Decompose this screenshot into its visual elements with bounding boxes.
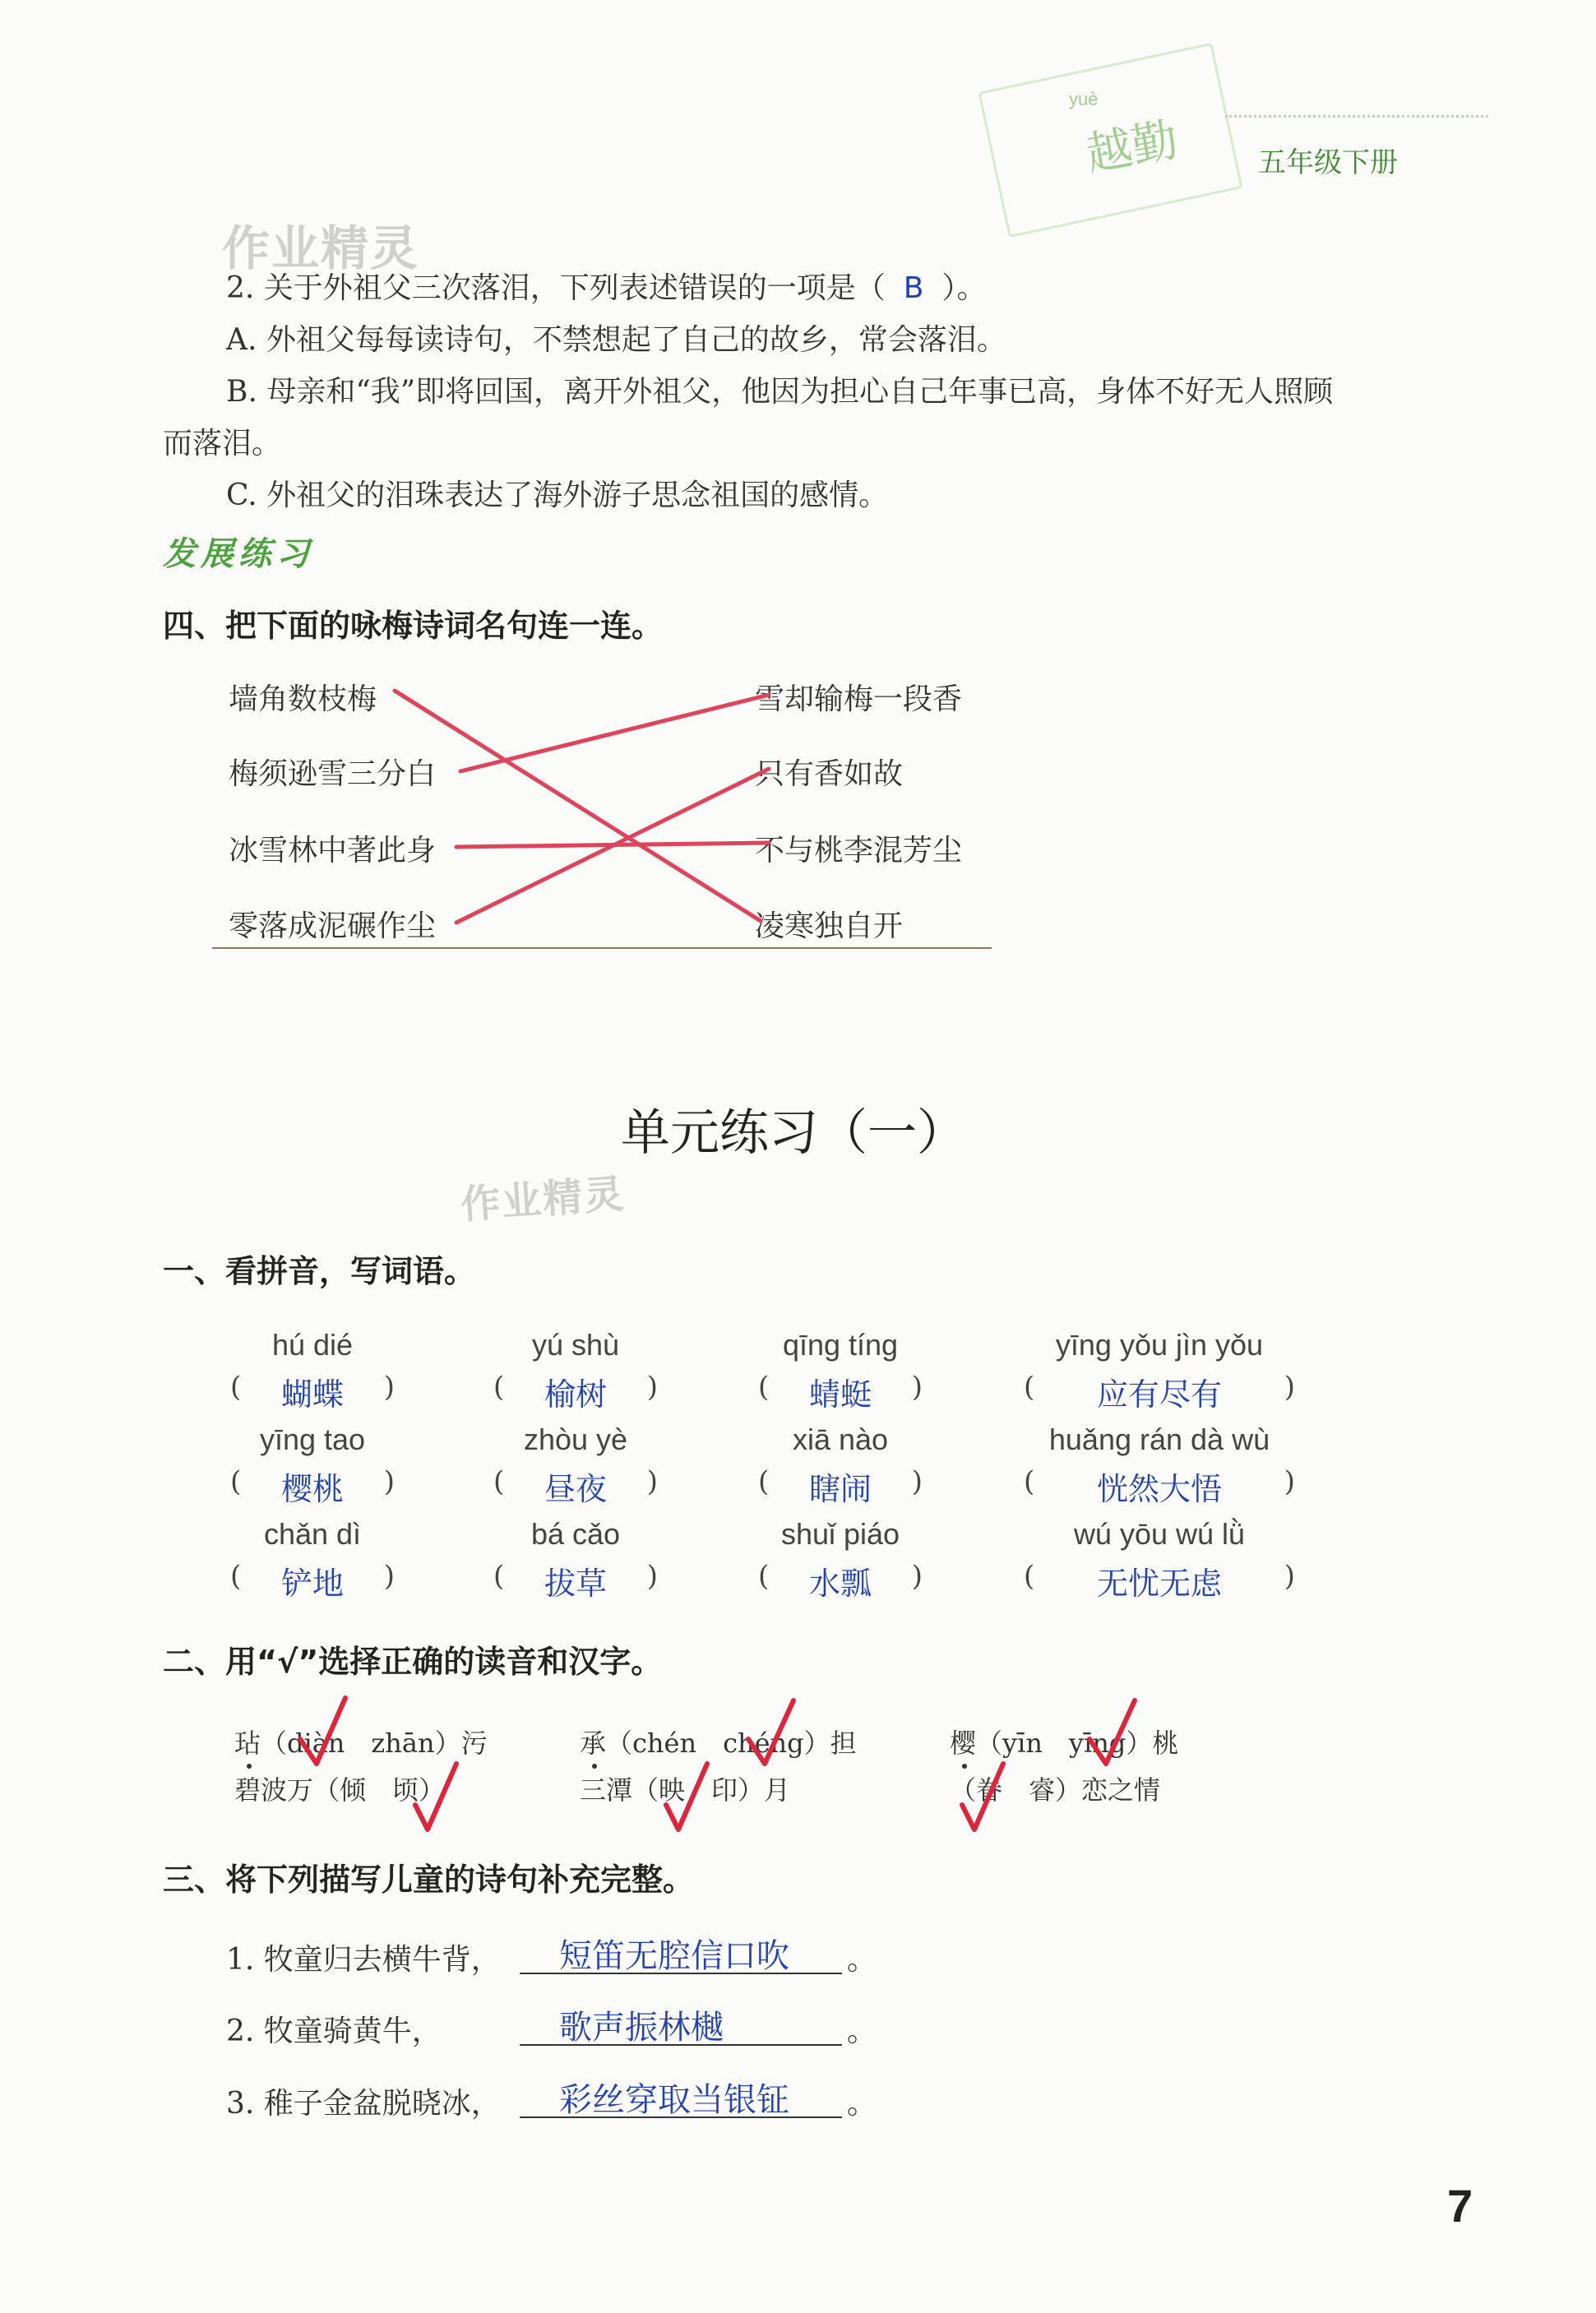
answer-word: 瞎闹 (808, 1471, 872, 1507)
pinyin-label: yú shù (531, 1328, 620, 1362)
answer-box: ( 恍然大悟 ) (1024, 1465, 1295, 1507)
s4-left-4: 零落成泥碾作尘 (229, 909, 437, 943)
s2-g3-line2: （眷 睿）恋之情 (950, 1774, 1161, 1806)
q2-option-a: A. 外祖父每每读诗句，不禁想起了自己的故乡，常会落泪。 (226, 323, 1006, 357)
answer-word: 水瓢 (808, 1566, 872, 1602)
answer-word: 榆树 (544, 1376, 607, 1413)
answer-word: 恍然大悟 (1096, 1471, 1222, 1507)
answer-word: 铲地 (280, 1566, 344, 1602)
pinyin-label: shuǐ piáo (780, 1517, 900, 1551)
answer-box: ( 樱桃 ) (230, 1465, 395, 1507)
answer-box: ( 铲地 ) (230, 1560, 395, 1602)
s3-answer: 彩丝穿取当银钲 (559, 2081, 789, 2119)
s4-right-3: 不与桃李混芳尘 (755, 834, 963, 867)
s4-match-lines (0, 0, 1596, 987)
pinyin-label: hú dié (271, 1328, 354, 1362)
s2-g1-line2: 碧波万（倾 顷） (234, 1774, 446, 1806)
answer-word: 应有尽有 (1096, 1376, 1222, 1413)
s2-g3-line1: 樱（yīn yīng）桃 (950, 1728, 1179, 1759)
answer-box: ( 昼夜 ) (493, 1465, 658, 1507)
match-line-1 (395, 691, 761, 921)
pinyin-label: yīng tao (259, 1422, 366, 1456)
s4-left-1: 墙角数枝梅 (229, 682, 377, 716)
s3-end: 。 (847, 1943, 877, 1977)
check-icon (666, 1764, 707, 1830)
pinyin-label: chǎn dì (263, 1517, 362, 1551)
s4-right-2: 只有香如故 (755, 757, 904, 791)
s2-g1-line1: 玷（diàn zhān）污 (234, 1728, 488, 1759)
check-icon (300, 1698, 345, 1764)
answer-box: ( 瞎闹 ) (758, 1465, 923, 1507)
s2-g2-line2: 三潭（映 印）月 (580, 1774, 791, 1806)
stamp-text: 越勤 (1081, 113, 1182, 183)
q2-stem: 2. 关于外祖父三次落泪，下列表述错误的一项是（ B ）。 (226, 271, 987, 305)
s3-answer: 歌声振林樾 (559, 2009, 724, 2047)
watermark-middle: 作业精灵 (459, 1171, 627, 1228)
answer-word: 无忧无虑 (1096, 1566, 1222, 1602)
s3-item: 3. 稚子金盆脱晓冰， (226, 2087, 501, 2121)
answer-word: 蜻蜓 (808, 1376, 872, 1413)
q2-option-b-line2: 而落泪。 (163, 427, 282, 460)
match-line-2 (460, 695, 769, 771)
answer-word: 樱桃 (280, 1471, 344, 1507)
pinyin-label: qīng tíng (782, 1328, 899, 1362)
check-icon (748, 1700, 793, 1764)
answer-box: ( 拔草 ) (493, 1560, 658, 1602)
s3-end: 。 (847, 2087, 877, 2121)
s4-left-3: 冰雪林中著此身 (229, 834, 437, 867)
s3-end: 。 (847, 2015, 877, 2048)
answer-box: ( 应有尽有 ) (1024, 1371, 1295, 1413)
s4-right-4: 凌寒独自开 (755, 909, 904, 943)
q2-option-c: C. 外祖父的泪珠表达了海外游子思念祖国的感情。 (226, 479, 889, 512)
pinyin-label: wú yōu wú lǜ (1073, 1517, 1246, 1551)
s3-answer: 短笛无腔信口吹 (559, 1937, 789, 1975)
unit-title: 单元练习（一） (621, 1104, 966, 1162)
s2-g2-line1: 承（chén chéng）担 (580, 1728, 857, 1759)
watermark-top: 作业精灵 (222, 220, 420, 276)
answer-box: ( 蝴蝶 ) (230, 1371, 395, 1413)
answer-word: 昼夜 (544, 1471, 607, 1507)
s4-left-2: 梅须逊雪三分白 (229, 757, 437, 791)
page-number: 7 (1447, 2180, 1473, 2232)
pinyin-label: huǎng rán dà wù (1048, 1422, 1270, 1456)
pinyin-label: yīng yǒu jìn yǒu (1055, 1328, 1264, 1362)
answer-word: 拔草 (544, 1566, 607, 1602)
s3-item: 2. 牧童骑黄牛， (226, 2015, 442, 2048)
q2-option-b-line1: B. 母亲和“我”即将回国，离开外祖父，他因为担心自己年事已高，身体不好无人照顾 (226, 375, 1334, 409)
pinyin-label: xiā nào (792, 1422, 889, 1456)
answer-box: ( 水瓢 ) (758, 1560, 923, 1602)
check-icon (415, 1764, 456, 1830)
answer-box: ( 无忧无虑 ) (1024, 1560, 1295, 1602)
check-icon (1089, 1700, 1135, 1764)
s2-check-marks (0, 1694, 1596, 1842)
answer-box: ( 蜻蜓 ) (758, 1371, 923, 1413)
pinyin-label: bá cǎo (530, 1517, 621, 1551)
answer-word: 蝴蝶 (280, 1376, 344, 1413)
pinyin-label: zhòu yè (523, 1422, 628, 1456)
s3-item: 1. 牧童归去横牛背， (226, 1943, 501, 1977)
s3-title: 三、将下列描写儿童的诗句补充完整。 (163, 1862, 695, 1898)
stamp-pinyin: yuè (1069, 89, 1099, 109)
answer-box: ( 榆树 ) (493, 1371, 658, 1413)
check-icon (962, 1764, 1003, 1830)
development-practice-title: 发展练习 (163, 535, 314, 573)
grade-label: 五年级下册 (1258, 146, 1398, 179)
s4-right-1: 雪却输梅一段香 (755, 682, 963, 716)
s4-title: 四、把下面的咏梅诗词名句连一连。 (163, 608, 664, 644)
s2-title: 二、用“√”选择正确的读音和汉字。 (163, 1644, 663, 1680)
q2-answer: B (903, 271, 924, 305)
s1-title: 一、看拼音，写词语。 (163, 1253, 476, 1289)
